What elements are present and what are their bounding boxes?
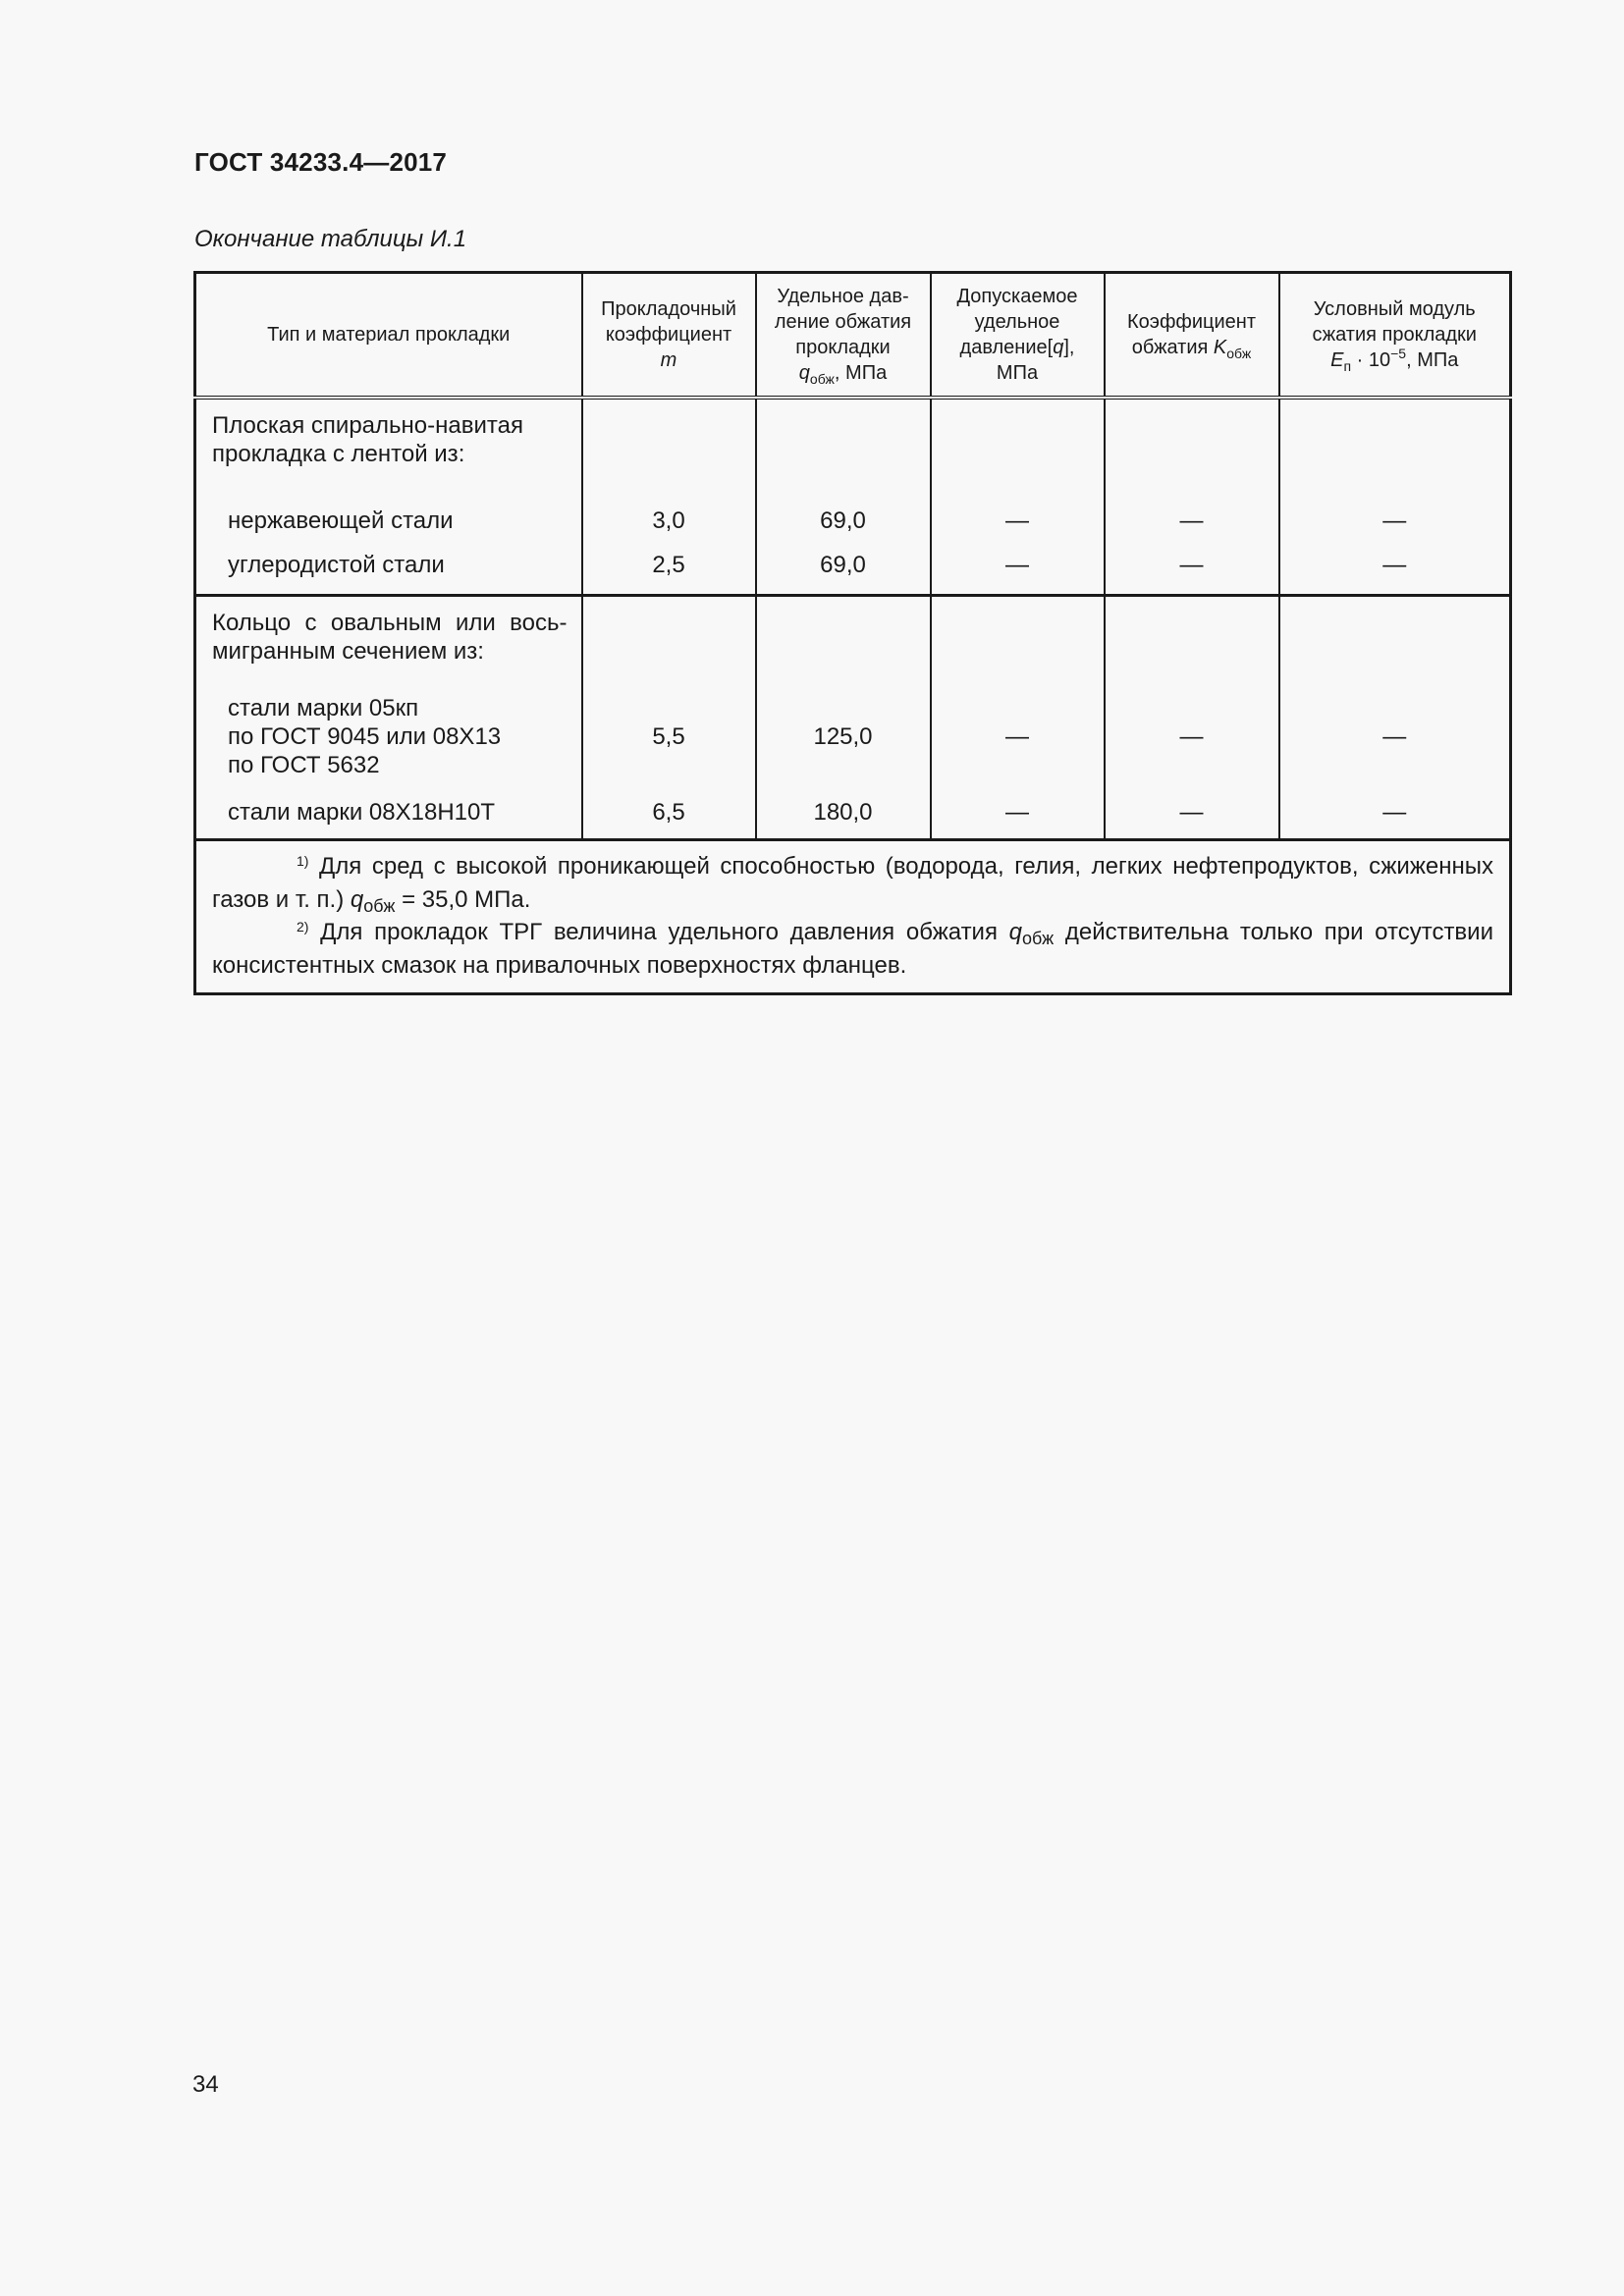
header-e-sup: −5 [1390, 345, 1407, 361]
header-k-line2-pre: обжатия [1131, 336, 1214, 358]
material-cell: нержавеющей стали [195, 496, 582, 545]
gasket-coefficient-cell: 3,0 [582, 496, 756, 545]
table-row [195, 785, 1511, 840]
header-k-sub: обж [1226, 345, 1252, 361]
header-gasket-coefficient [582, 273, 756, 399]
footnote-2 [212, 917, 1493, 950]
gasket-coefficient-cell: 2,5 [582, 545, 756, 596]
empty-cell [582, 596, 756, 688]
material-line1: стали марки 05кп [228, 694, 419, 721]
empty-cell [1105, 596, 1279, 688]
header-type-material-text: Тип и материал прокладки [267, 324, 511, 346]
group-title-row [195, 398, 1511, 496]
header-allowed-line1: Допускаемое [956, 286, 1078, 307]
footnote-2-text-post: действительна только при отсутствии [1054, 919, 1493, 945]
group-title-cell [195, 596, 582, 688]
allowed-pressure-cell: — [931, 785, 1105, 840]
specific-pressure-cell: 69,0 [756, 496, 931, 545]
group-title-line2: мигранным сечением из: [212, 638, 484, 665]
allowed-pressure-cell: — [931, 545, 1105, 596]
header-m-line2: коэффициент [605, 324, 732, 346]
empty-cell [756, 398, 931, 496]
document-title: ГОСТ 34233.4—2017 [194, 147, 448, 177]
header-e-unit: , МПа [1406, 348, 1459, 371]
group-title-line2: прокладка с лентой из: [212, 441, 465, 467]
empty-cell [582, 398, 756, 496]
footnote-2-continuation: консистентных смазок на привалочных поверхностях фланцев. [212, 952, 907, 979]
material-line3: по ГОСТ 5632 [228, 751, 380, 778]
compression-coefficient-cell: — [1105, 496, 1279, 545]
page-number: 34 [192, 2071, 219, 2098]
table-notes-row [195, 840, 1511, 994]
header-e-sub: п [1343, 357, 1352, 374]
material-cell [195, 687, 582, 785]
compression-coefficient-cell: — [1105, 687, 1279, 785]
header-e-line2: сжатия прокладки [1312, 323, 1477, 346]
group-title-line1: Кольцо с овальным или вось- [212, 610, 568, 636]
header-e-line1: Условный модуль [1313, 297, 1476, 320]
footnote-1-symbol: q [350, 886, 364, 913]
footnote-1 [212, 851, 1493, 884]
compression-coefficient-cell: — [1105, 785, 1279, 840]
allowed-pressure-cell: — [931, 687, 1105, 785]
header-m-symbol: m [660, 349, 677, 371]
header-allowed-symbol: q [1053, 337, 1064, 358]
header-k-symbol: K [1213, 336, 1227, 358]
footnote-1-sub: обж [363, 896, 396, 916]
specific-pressure-cell: 69,0 [756, 545, 931, 596]
header-q-sub: обж [809, 370, 835, 387]
group-title-cell [195, 398, 582, 496]
header-k-line1: Коэффициент [1126, 310, 1256, 333]
compression-modulus-cell: — [1279, 687, 1511, 785]
footnote-1-cont-post: = 35,0 МПа. [395, 886, 531, 913]
footnote-1-text: Для сред с высокой проникающей способностью (водорода, гелия, легких нефтепродуктов, сжиженных [319, 853, 1493, 880]
group-title-line1: Плоская спирально-навитая [212, 412, 523, 439]
gasket-coefficient-cell: 5,5 [582, 687, 756, 785]
footnote-1-mark: 1) [297, 853, 309, 869]
compression-modulus-cell: — [1279, 785, 1511, 840]
compression-modulus-cell: — [1279, 496, 1511, 545]
table-header-row [195, 273, 1511, 399]
table-row [195, 496, 1511, 545]
compression-coefficient-cell: — [1105, 545, 1279, 596]
gasket-coefficient-cell: 6,5 [582, 785, 756, 840]
header-e-mid: · 10 [1351, 348, 1391, 371]
header-allowed-line3-pre: давление[ [959, 337, 1054, 358]
header-q-unit: , МПа [834, 361, 888, 384]
material-cell: углеродистой стали [195, 545, 582, 596]
material-line2: по ГОСТ 9045 или 08Х13 [228, 722, 502, 750]
header-q-line3: прокладки [795, 336, 891, 358]
header-e-symbol: E [1330, 348, 1344, 371]
table-caption: Окончание таблицы И.1 [194, 226, 467, 252]
header-compression-modulus [1279, 273, 1511, 399]
specific-pressure-cell: 125,0 [756, 687, 931, 785]
header-type-material [195, 273, 582, 399]
specific-pressure-cell: 180,0 [756, 785, 931, 840]
empty-cell [931, 398, 1105, 496]
table-row [195, 545, 1511, 596]
compression-modulus-cell: — [1279, 545, 1511, 596]
header-specific-pressure [756, 273, 931, 399]
footnote-1-cont-pre: газов и т. п.) [212, 886, 351, 913]
header-q-symbol: q [798, 361, 810, 384]
footnote-2-sub: обж [1022, 929, 1055, 948]
table-row [195, 687, 1511, 785]
allowed-pressure-cell: — [931, 496, 1105, 545]
gasket-table [193, 271, 1512, 995]
footnote-1-continuation [212, 884, 1493, 917]
material-cell: стали марки 08Х18Н10Т [195, 785, 582, 840]
header-m-line1: Прокладочный [601, 298, 736, 320]
footnote-2-symbol: q [1008, 919, 1023, 945]
header-allowed-line3-post: ], [1063, 337, 1075, 358]
header-q-line2: ление обжатия [774, 310, 912, 333]
empty-cell [1279, 596, 1511, 688]
empty-cell [931, 596, 1105, 688]
table-notes [195, 840, 1511, 994]
header-allowed-line2: удельное [974, 311, 1060, 333]
group-title-row [195, 596, 1511, 688]
header-allowed-unit: МПа [996, 362, 1039, 384]
header-allowed-pressure [931, 273, 1105, 399]
header-q-line1: Удельное дав- [777, 285, 909, 307]
empty-cell [1279, 398, 1511, 496]
header-compression-coefficient [1105, 273, 1279, 399]
empty-cell [1105, 398, 1279, 496]
footnote-2-mark: 2) [297, 919, 309, 934]
footnote-2-text-pre: Для прокладок ТРГ величина удельного давления обжатия [320, 919, 1009, 945]
empty-cell [756, 596, 931, 688]
